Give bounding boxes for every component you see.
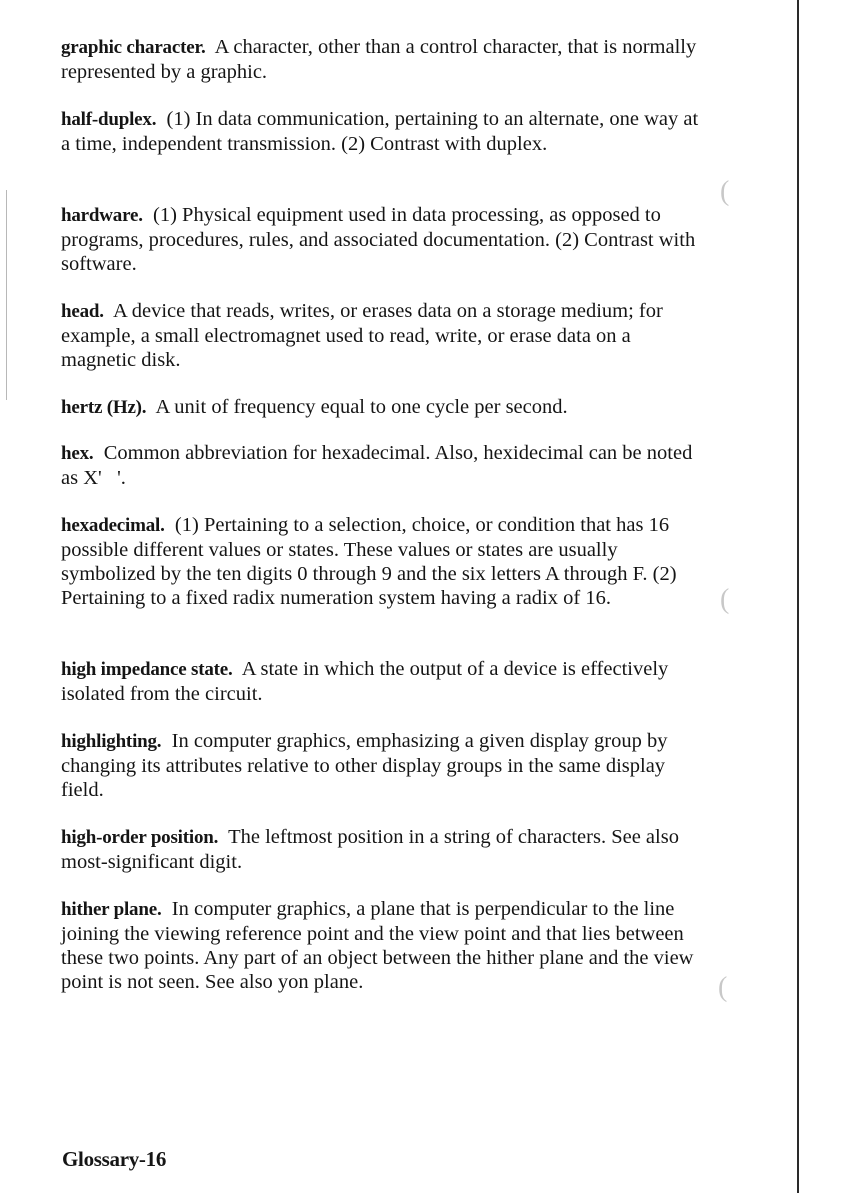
entry-term: high impedance state. xyxy=(61,659,233,680)
glossary-entry-high-impedance-state xyxy=(61,657,701,706)
entry-definition: A state in which the output of a device is effectively isolated from the circuit. xyxy=(61,658,669,705)
entry-term: hex. xyxy=(61,443,94,464)
entry-term: half-duplex. xyxy=(61,109,157,130)
entry-definition: Common abbreviation for hexadecimal. Also, hexidecimal can be noted as X' '. xyxy=(61,442,698,489)
entry-term: high-order position. xyxy=(61,827,219,848)
glossary-entry-hexadecimal xyxy=(61,513,701,610)
entry-term: graphic character. xyxy=(61,37,206,58)
entry-term: hardware. xyxy=(61,205,143,226)
glossary-entry-hardware xyxy=(61,203,701,276)
entry-term: head. xyxy=(61,301,104,322)
glossary-entry-hither-plane xyxy=(61,897,701,994)
glossary-entry-graphic-character xyxy=(61,35,701,84)
binding-edge-rule xyxy=(797,0,799,1193)
glossary-entry-hex xyxy=(61,441,701,490)
entry-definition: A unit of frequency equal to one cycle per second. xyxy=(155,396,568,418)
entry-definition: (1) Physical equipment used in data processing, as opposed to programs, procedures, rules, and associated documentation. (2) Contrast with software. xyxy=(61,204,696,275)
glossary-entry-half-duplex xyxy=(61,107,701,156)
entry-definition: (1) Pertaining to a selection, choice, or condition that has 16 possible different values or states. These values or states are usually symbolized by the ten digits 0 through 9 and the six letters A through F. (2) Pertaining to a fixed radix numeration system having a radix of 16. xyxy=(61,514,677,609)
entry-term: hertz (Hz). xyxy=(61,397,147,418)
scan-artifact-paren: ( xyxy=(720,584,730,615)
entry-definition: The leftmost position in a string of characters. See also most-significant digit. xyxy=(61,826,679,873)
entry-term: hexadecimal. xyxy=(61,515,165,536)
entry-definition: (1) In data communication, pertaining to an alternate, one way at a time, independent transmission. (2) Contrast with duplex. xyxy=(61,108,699,155)
glossary-entry-hertz xyxy=(61,395,701,420)
page-number-footer: Glossary-16 xyxy=(62,1147,167,1171)
entry-term: hither plane. xyxy=(61,899,162,920)
scan-artifact-paren: ( xyxy=(720,176,730,207)
entry-definition: In computer graphics, emphasizing a given display group by changing its attributes relative to other display groups in the same display field. xyxy=(61,730,668,801)
entry-term: highlighting. xyxy=(61,731,162,752)
glossary-entry-high-order-position xyxy=(61,825,701,874)
entry-definition: A character, other than a control character, that is normally represented by a graphic. xyxy=(61,36,697,83)
entry-definition: In computer graphics, a plane that is perpendicular to the line joining the viewing reference point and the view point and that lies between these two points. Any part of an object between the hither plane and the view point is not seen. See also yon plane. xyxy=(61,898,694,993)
glossary-entry-head xyxy=(61,299,701,372)
scan-margin-line xyxy=(6,190,7,400)
glossary-entry-highlighting xyxy=(61,729,701,802)
scan-artifact-paren: ( xyxy=(718,972,728,1003)
entry-definition: A device that reads, writes, or erases data on a storage medium; for example, a small electromagnet used to read, write, or erase data on a magnetic disk. xyxy=(61,300,663,371)
